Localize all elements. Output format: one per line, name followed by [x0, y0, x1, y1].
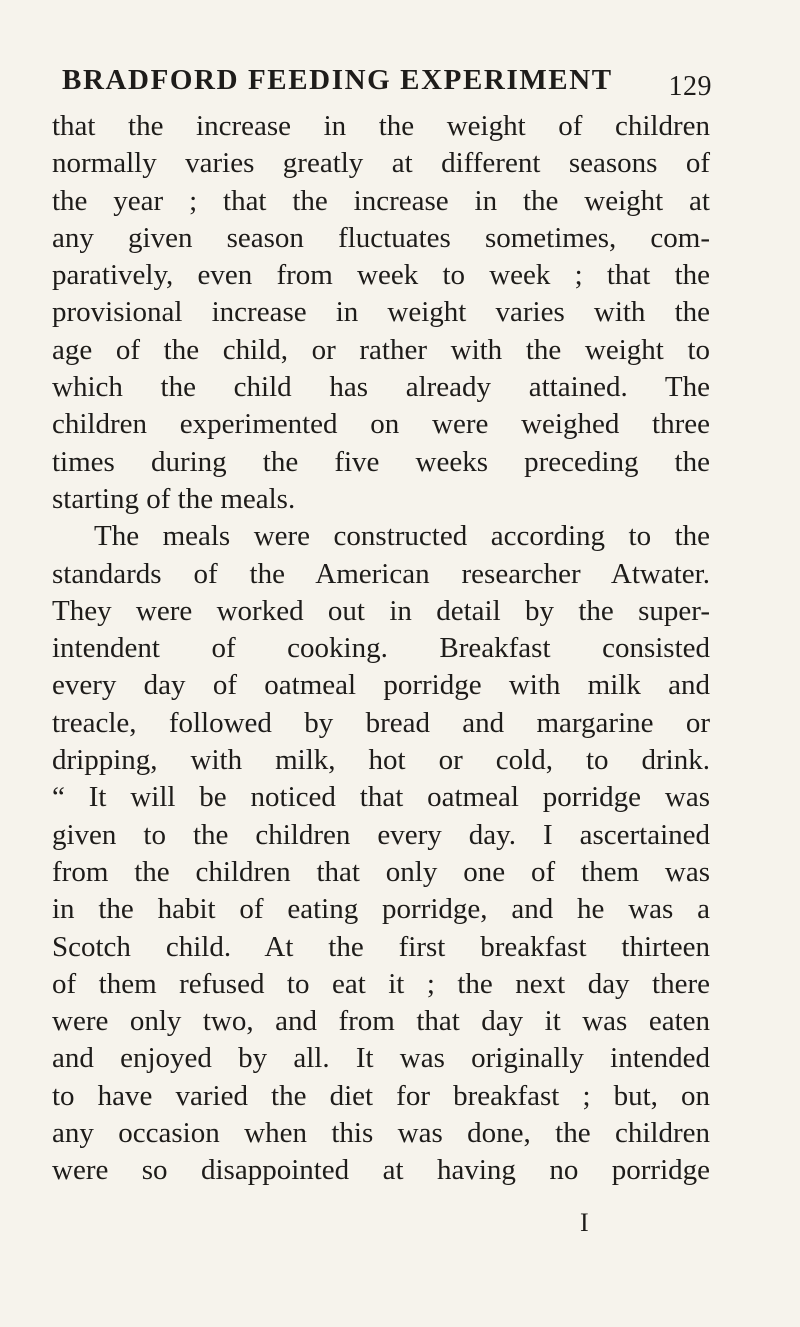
- text-line: which the child has already attained. The: [52, 371, 710, 404]
- signature-mark: I: [580, 1208, 589, 1237]
- running-head: [62, 64, 712, 108]
- page-number: 129: [668, 71, 712, 102]
- text-line: normally varies greatly at different seasons of: [52, 147, 710, 180]
- text-line: the year ; that the increase in the weight at: [52, 184, 710, 217]
- text-line: in the habit of eating porridge, and he was a: [52, 893, 710, 926]
- text-line: were so disappointed at having no porridge: [52, 1154, 710, 1187]
- text-line: standards of the American researcher Atwater.: [52, 557, 710, 590]
- text-line: The meals were constructed according to the: [94, 520, 710, 553]
- text-line: that the increase in the weight of children: [52, 110, 710, 142]
- text-line: dripping, with milk, hot or cold, to drink.: [52, 744, 710, 777]
- running-title: BRADFORD FEEDING EXPERIMENT: [62, 64, 613, 96]
- text-line: were only two, and from that day it was eaten: [52, 1005, 710, 1038]
- text-line: age of the child, or rather with the weight to: [52, 333, 710, 366]
- text-line: Scotch child. At the first breakfast thirteen: [52, 930, 710, 963]
- body-text: [52, 108, 710, 1190]
- text-line: any given season fluctuates sometimes, com-: [52, 221, 710, 254]
- text-line: paratively, even from week to week ; that the: [52, 259, 710, 292]
- text-line: intendent of cooking. Breakfast consisted: [52, 632, 710, 665]
- text-line: given to the children every day. I ascertained: [52, 818, 710, 851]
- text-line: of them refused to eat it ; the next day there: [52, 967, 710, 1000]
- text-line: children experimented on were weighed three: [52, 408, 710, 441]
- text-line: starting of the meals.: [52, 482, 296, 515]
- text-line: every day of oatmeal porridge with milk and: [52, 669, 710, 702]
- text-line: times during the five weeks preceding the: [52, 445, 710, 478]
- text-line: They were worked out in detail by the super-: [52, 594, 710, 627]
- text-line: treacle, followed by bread and margarine or: [52, 706, 710, 739]
- text-line: provisional increase in weight varies with the: [52, 296, 710, 329]
- text-line: any occasion when this was done, the children: [52, 1117, 710, 1150]
- text-line: to have varied the diet for breakfast ; but, on: [52, 1079, 710, 1112]
- text-line: “ It will be noticed that oatmeal porridge was: [52, 781, 710, 814]
- text-line: from the children that only one of them was: [52, 855, 710, 888]
- text-line: and enjoyed by all. It was originally intended: [52, 1042, 710, 1075]
